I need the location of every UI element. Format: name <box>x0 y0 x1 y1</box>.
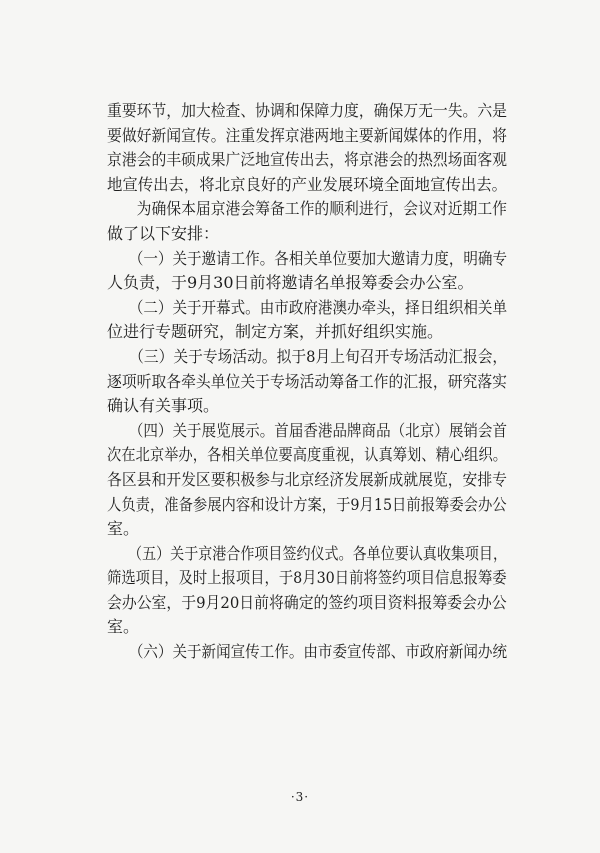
text-line: 为确保本届京港会筹备工作的顺利进行，会议对近期工作 <box>107 199 508 219</box>
text-line: 要做好新闻宣传。注重发挥京港两地主要新闻媒体的作用，将 <box>107 125 508 145</box>
text-line: 重要环节，加大检查、协调和保障力度，确保万无一失。六是 <box>107 101 508 120</box>
text-line: （六）关于新闻宣传工作。由市委宣传部、市政府新闻办统 <box>107 642 508 662</box>
text-line: 位进行专题研究，制定方案，并抓好组织实施。 <box>107 322 444 342</box>
body-text <box>107 98 507 664</box>
text-line: 会办公室，于9月20日前将确定的签约项目资料报筹委会办公 <box>107 592 507 612</box>
text-line: （三）关于专场活动。拟于8月上旬召开专场活动汇报会， <box>107 346 508 366</box>
text-line: （五）关于京港合作项目签约仪式。各单位要认真收集项目， <box>107 543 508 563</box>
text-line: 京港会的丰硕成果广泛地宣传出去，将京港会的热烈场面客观 <box>107 150 508 170</box>
text-line: 地宣传出去，将北京良好的产业发展环境全面地宣传出去。 <box>107 174 507 194</box>
text-line: （二）关于开幕式。由市政府港澳办牵头，择日组织相关单 <box>107 297 508 317</box>
text-line: 室。 <box>107 519 140 539</box>
text-line: （四）关于展览展示。首届香港品牌商品（北京）展销会首 <box>107 420 508 440</box>
text-line: 人负责，准备参展内容和设计方案，于9月15日前报筹委会办公 <box>107 494 507 514</box>
text-line: 筛选项目，及时上报项目，于8月30日前将签约项目信息报筹委 <box>107 568 507 588</box>
text-line: 做了以下安排： <box>107 223 220 243</box>
page-number: ·3· <box>290 790 310 804</box>
text-line: （一）关于邀请工作。各相关单位要加大邀请力度，明确专 <box>107 248 508 268</box>
text-line: 次在北京举办，各相关单位要高度重视，认真筹划、精心组织。 <box>107 445 508 465</box>
text-line: 各区县和开发区要积极参与北京经济发展新成就展览，安排专 <box>107 469 508 489</box>
text-line: 确认有关事项。 <box>107 396 220 416</box>
text-line: 室。 <box>107 617 140 637</box>
text-line: 人负责，于9月30日前将邀请名单报筹委会办公室。 <box>107 273 474 293</box>
text-line: 逐项听取各牵头单位关于专场活动筹备工作的汇报，研究落实 <box>107 371 508 391</box>
